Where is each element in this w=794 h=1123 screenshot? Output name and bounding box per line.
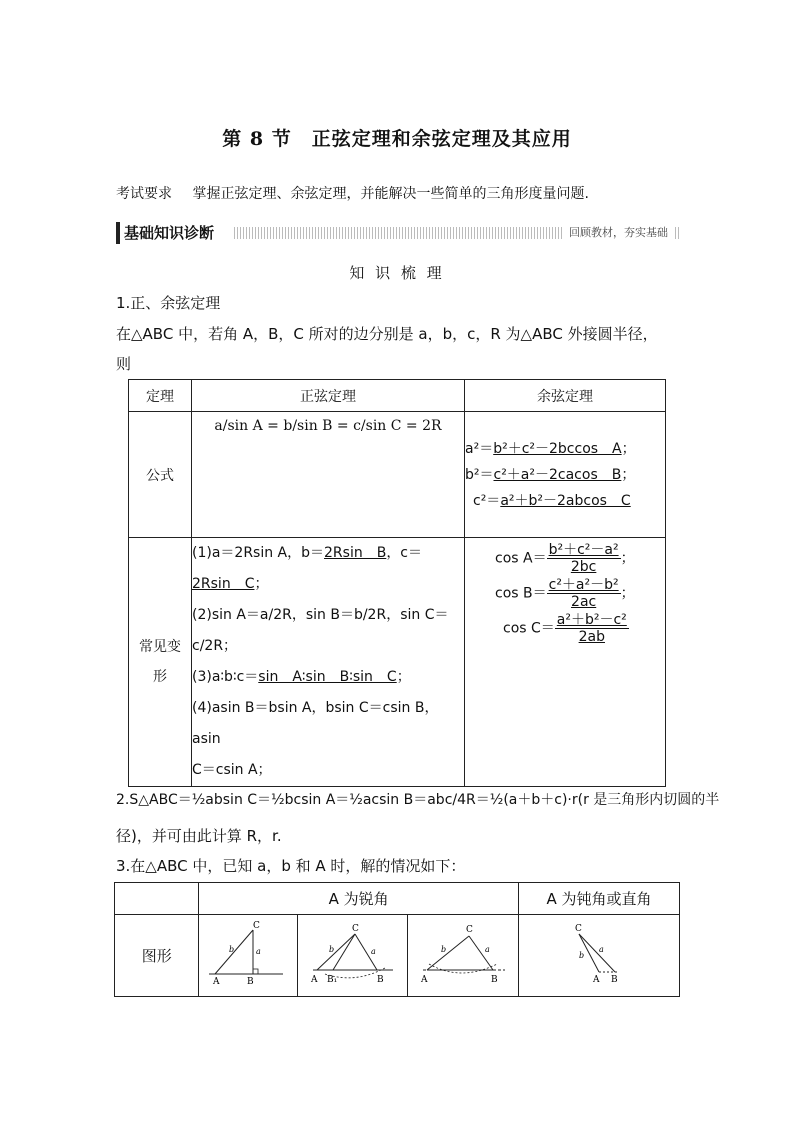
svg-text:B₁: B₁ (326, 974, 337, 985)
item1-heading: 1.正、余弦定理 (116, 294, 221, 312)
solution-cases-table (114, 882, 680, 997)
triangle-figure-1 (203, 918, 293, 990)
cos-variant-c: cos C＝ $\frac{\text{a²＋b²－c²}}{2ab}$ (503, 612, 627, 645)
item2-line1: 2.S△ABC＝½absin C＝½bcsin A＝½acsin B＝abc/4R＝½(a＋b＋c)·r(r 是三角形内切圆的半 (116, 792, 720, 808)
header-sine: 正弦定理 (192, 380, 465, 412)
svg-text:C: C (574, 923, 582, 934)
cos-formula-b: b²＝c²＋a²－2cacos B； (465, 466, 636, 483)
sine-variant-1-cont: 2Rsin C； (192, 576, 269, 592)
page-title: 第 8 节 正弦定理和余弦定理及其应用 (222, 128, 572, 150)
row-variant-label: 常见变形 (129, 538, 192, 787)
sine-variant-1: (1)a＝2Rsin A，b＝2Rsin B，c＝ (192, 545, 423, 561)
svg-text:C: C (466, 924, 474, 935)
svg-text:B: B (376, 974, 384, 985)
svg-text:B: B (610, 974, 618, 985)
svg-text:b: b (578, 950, 585, 960)
svg-text:B: B (247, 976, 254, 987)
svg-text:C: C (351, 923, 359, 934)
sine-variant-cell (192, 538, 465, 787)
exam-requirement-label: 考试要求 (116, 186, 172, 202)
row-formula-label: 公式 (129, 412, 192, 538)
figure-acute-one-solution (199, 915, 298, 997)
svg-text:A: A (592, 974, 600, 985)
triangle-figure-4 (549, 918, 649, 990)
svg-text:a: a (598, 944, 604, 954)
item2-line2: 径)，并可由此计算 R，r. (116, 827, 282, 845)
corner-cell (115, 883, 199, 915)
header-obtuse: A 为钝角或直角 (518, 883, 679, 915)
sine-variant-4-cont: C＝csin A； (192, 762, 272, 778)
triangle-figure-3 (413, 918, 513, 990)
cos-formula-c: c²＝a²＋b²－2abcos C (473, 492, 631, 509)
sine-variant-4: (4)asin B＝bsin A，bsin C＝csin B，asin (192, 700, 439, 747)
sine-variant-3: (3)a∶b∶c＝sin A∶sin B∶sin C； (192, 669, 411, 685)
svg-text:a: a (370, 946, 376, 956)
svg-text:a: a (485, 944, 490, 954)
svg-text:A: A (310, 974, 318, 985)
cos-variant-b: cos B＝ $\frac{\text{c²＋a²－b²}}{2ac}$ ； (495, 577, 635, 610)
header-cosine: 余弦定理 (465, 380, 666, 412)
cos-variant-a: cos A＝ $\frac{\text{b²＋c²－a²}}{2bc}$ ； (495, 542, 635, 575)
cosine-formula-cell (465, 412, 666, 538)
figure-acute-two-solutions (298, 915, 408, 997)
section-bar-label: 基础知识诊断 (116, 222, 220, 244)
row-figure-label: 图形 (115, 915, 199, 997)
triangle-figure-2 (303, 918, 403, 990)
svg-text:B: B (491, 974, 498, 985)
header-acute: A 为锐角 (199, 883, 519, 915)
knowledge-heading: 知 识 梳 理 (349, 264, 445, 282)
svg-text:A: A (213, 976, 220, 987)
sine-formula-cell (192, 412, 465, 538)
figure-obtuse (518, 915, 679, 997)
svg-text:b: b (229, 944, 235, 954)
cos-formula-a: a²＝b²＋c²－2bccos A； (465, 440, 636, 457)
section-bar (116, 222, 680, 244)
figure-acute-case-3 (408, 915, 518, 997)
item1-intro-line2: 则 (116, 355, 132, 373)
svg-text:b: b (328, 944, 334, 954)
exam-requirement (116, 183, 589, 203)
header-theorem: 定理 (129, 380, 192, 412)
item3-heading: 3.在△ABC 中，已知 a，b 和 A 时，解的情况如下： (116, 857, 466, 875)
exam-requirement-text: 掌握正弦定理、余弦定理，并能解决一些简单的三角形度量问题. (192, 186, 589, 202)
svg-text:a: a (256, 946, 261, 956)
svg-text:A: A (421, 974, 428, 985)
cosine-variant-cell (465, 538, 666, 787)
sine-formula: a/sin A = b/sin B = c/sin C = 2R (214, 418, 442, 434)
sine-variant-2: (2)sin A＝a/2R，sin B＝b/2R，sin C＝c/2R； (192, 607, 449, 654)
svg-text:C: C (253, 920, 261, 931)
item1-intro-line1: 在△ABC 中，若角 A，B，C 所对的边分别是 a，b，c，R 为△ABC 外接圆半径， (116, 325, 658, 343)
theorem-table (128, 379, 666, 787)
section-bar-subtitle: 回顾教材，夯实基础 (563, 224, 674, 242)
svg-text:b: b (441, 944, 447, 954)
